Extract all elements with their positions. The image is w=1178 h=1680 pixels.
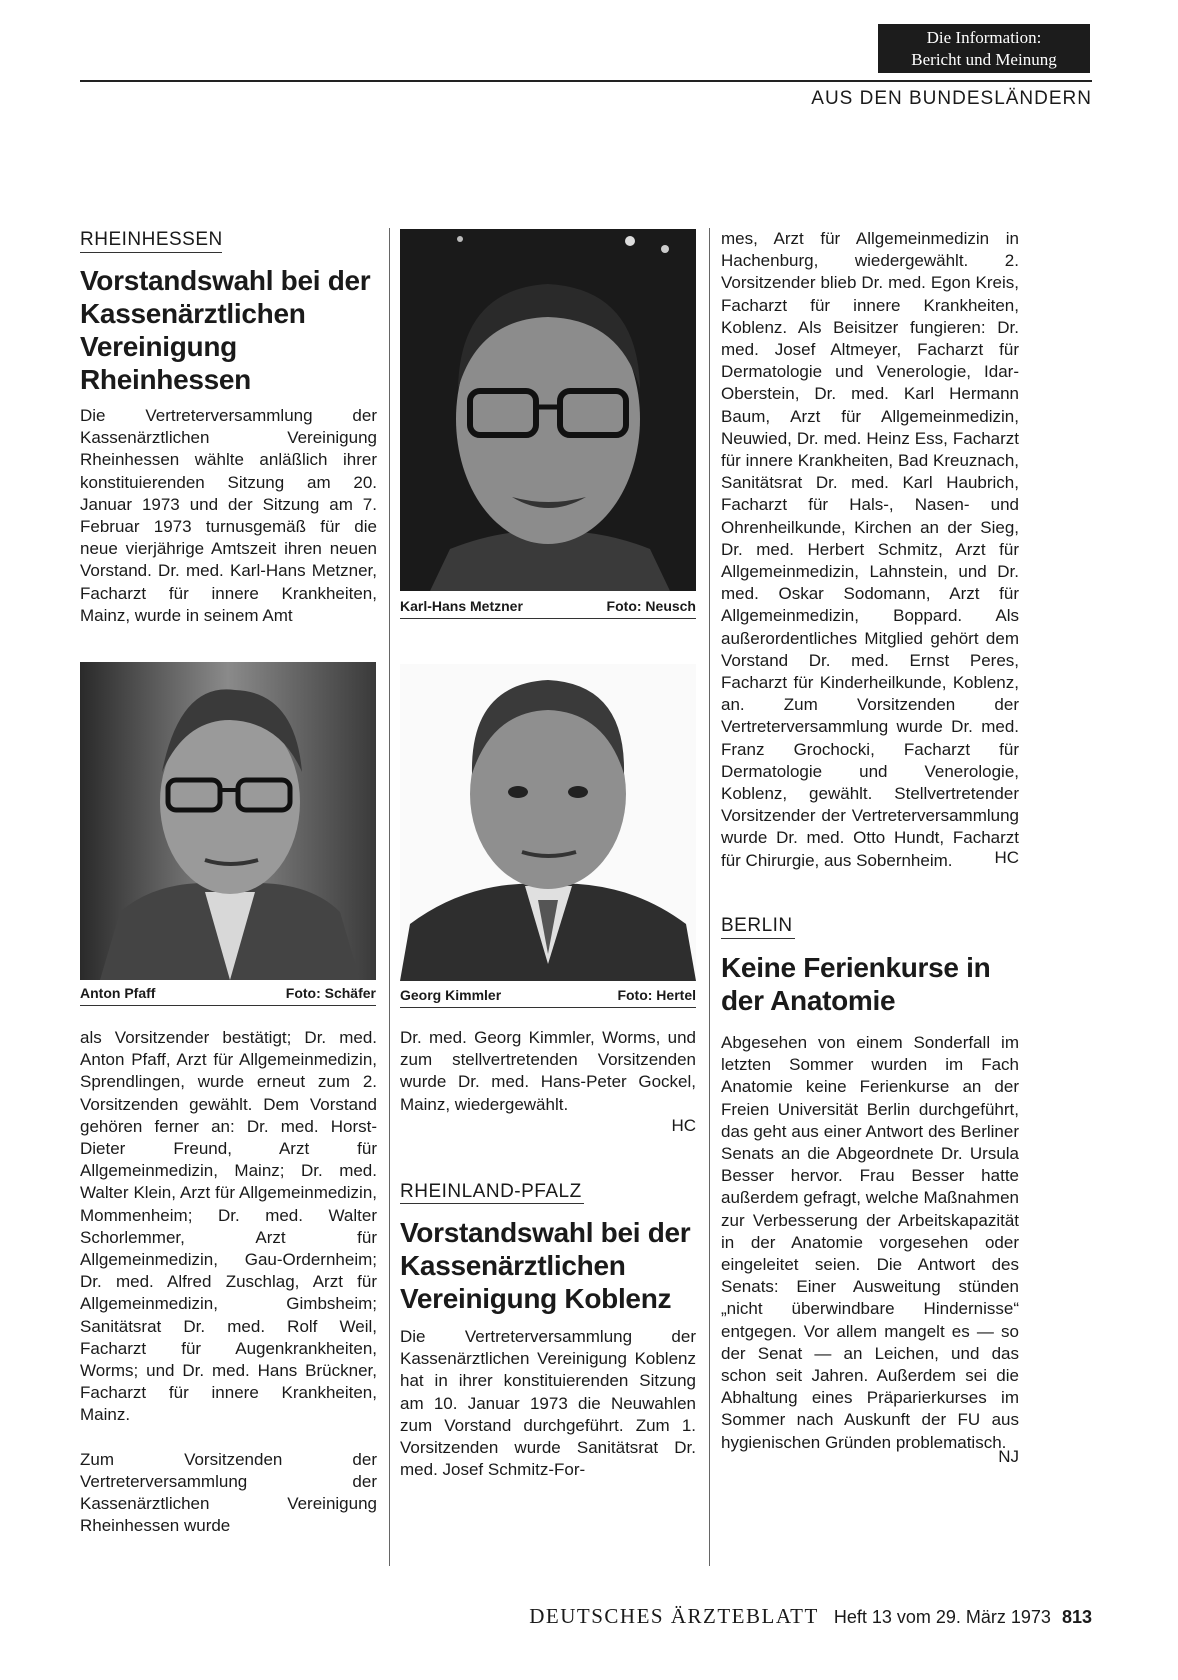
article2-headline: Vorstandswahl bei der Kassenärztlichen Vereinigung Koblenz <box>400 1217 691 1314</box>
article1-body-part4 <box>400 1027 696 1116</box>
section-title: AUS DEN BUNDESLÄNDERN <box>811 88 1092 109</box>
article3-kicker: BERLIN <box>721 915 793 936</box>
header-info-box <box>878 24 1090 73</box>
article3-kicker-line <box>721 938 795 939</box>
article3-signature: NJ <box>998 1447 1019 1466</box>
portrait-pfaff-graphic <box>80 662 376 980</box>
column-divider-2 <box>709 228 710 1566</box>
caption-kimmler-rule <box>400 1007 696 1008</box>
footer-issue: Heft 13 vom 29. März 1973 <box>833 1607 1051 1627</box>
article2-kicker-line <box>400 1203 584 1204</box>
article1-paragraph: als Vorsitzender bestätigt; Dr. med. Anton Pfaff, Arzt für Allgemeinmedizin, Sprendlingen, wurde erneut zum 2. Vorsitzenden gewählt. Dem Vorstand gehören ferner an: Dr. med. Horst-Dieter Freund, Arzt für Allgemeinmedizin, Mainz; Dr. med. Walter Klein, Arzt für Allgemeinmedizin, Mommenheim; Dr. med. Walter Schorlemmer, Arzt für Allgemeinmedizin, Gau-Ordernheim; Dr. med. Alfred Zuschlag, Arzt für Allgemeinmedizin, Gimbsheim; Sanitätsrat Dr. med. Rolf Weil, Facharzt für Augenkrankheiten, Worms; und Dr. med. Hans Brückner, Facharzt für innere Krankheiten, Mainz. <box>80 1028 377 1425</box>
article1-headline: Vorstandswahl bei der Kassenärztlichen Vereinigung Rheinhessen <box>80 265 371 395</box>
caption-pfaff <box>80 985 376 1001</box>
article2-paragraph: Die Vertreterversammlung der Kassenärztlichen Vereinigung Koblenz hat in ihrer konstituierenden Sitzung am 10. Januar 1973 die Neuwahlen zum Vorstand durchgeführt. Zum 1. Vorsitzenden wurde Sanitätsrat Dr. med. Josef Schmitz-For- <box>400 1327 696 1480</box>
footer-page-number: 813 <box>1061 1607 1092 1627</box>
header-info-line2: Bericht und Meinung <box>911 50 1057 69</box>
article2-body-part1 <box>400 1326 696 1481</box>
column-divider-1 <box>389 228 390 1566</box>
caption-pfaff-credit: Foto: Schäfer <box>285 985 376 1001</box>
article2-body-part2 <box>721 228 1019 872</box>
article3-headline: Keine Ferienkurse in der Anatomie <box>721 952 991 1016</box>
article1-kicker-line <box>80 252 222 253</box>
article1-body-part1 <box>80 405 377 627</box>
article1-kicker: RHEINHESSEN <box>80 229 223 250</box>
caption-metzner-rule <box>400 618 696 619</box>
caption-kimmler-credit: Foto: Hertel <box>617 987 696 1003</box>
caption-kimmler <box>400 987 696 1003</box>
article1-paragraph: Die Vertreterversammlung der Kassenärztlichen Vereinigung Rheinhessen wählte anläßlich ihrer konstituierenden Sitzung am 20. Januar 1973 und der Sitzung am 7. Februar 1973 turnusgemäß für die neue vierjährige Amtszeit ihren neuen Vorstand. Dr. med. Karl-Hans Metzner, Facharzt für innere Krankheiten, Mainz, wurde in seinem Amt <box>80 406 377 625</box>
caption-metzner <box>400 598 696 614</box>
article1-body-part2 <box>80 1027 377 1537</box>
article3-body <box>721 1032 1019 1454</box>
article2-paragraph: mes, Arzt für Allgemeinmedizin in Hachenburg, wiedergewählt. 2. Vorsitzender blieb Dr. med. Egon Kreis, Facharzt für innere Krankheiten, Koblenz. Als Beisitzer fungieren: Dr. med. Josef Altmeyer, Facharzt für Dermatologie und Venerologie, Idar-Oberstein, Dr. med. Karl Hermann Baum, Arzt für Allgemeinmedizin, Neuwied, Dr. med. Heinz Ess, Facharzt für innere Krankheiten, Bad Kreuznach, Sanitätsrat Dr. med. Karl Haubrich, Facharzt für Hals-, Nasen- und Ohrenheilkunde, Kirchen an der Sieg, Dr. med. Herbert Schmitz, Arzt für Allgemeinmedizin, Lahnstein, und Dr. med. Oskar Sodomann, Arzt für Allgemeinmedizin, Boppard. Als außerordentliches Mitglied gehört dem Vorstand Dr. med. Ernst Peres, Facharzt für Kinderheilkunde, Koblenz, an. Zum Vorsitzenden der Vertreterversammlung wurde Dr. med. Franz Grochocki, Facharzt für Dermatologie und Venerologie, Koblenz, gewählt. Stellvertretender Vorsitzender der Vertreterversammlung wurde Dr. med. Otto Hundt, Facharzt für Chirurgie, aus Sobernheim. <box>721 229 1019 870</box>
photo-karl-hans-metzner <box>400 229 696 591</box>
page-footer <box>529 1604 1092 1629</box>
portrait-kimmler-graphic <box>400 664 696 981</box>
article1-paragraph: Dr. med. Georg Kimmler, Worms, und zum stellvertretenden Vorsitzenden wurde Dr. med. Hans-Peter Gockel, Mainz, wiedergewählt. <box>400 1028 696 1114</box>
article2-kicker: RHEINLAND-PFALZ <box>400 1181 582 1202</box>
caption-pfaff-name: Anton Pfaff <box>80 985 156 1001</box>
photo-georg-kimmler <box>400 664 696 981</box>
photo-anton-pfaff <box>80 662 376 980</box>
article2-signature: HC <box>994 848 1019 867</box>
header-info-line1: Die Information: <box>926 28 1042 47</box>
header-rule <box>80 80 1092 82</box>
caption-metzner-credit: Foto: Neusch <box>606 598 696 614</box>
article1-signature: HC <box>671 1116 696 1135</box>
caption-kimmler-name: Georg Kimmler <box>400 987 502 1003</box>
footer-magazine: DEUTSCHES ÄRZTEBLATT <box>529 1604 819 1628</box>
article1-paragraph: Zum Vorsitzenden der Vertreterversammlung der Kassenärztlichen Vereinigung Rheinhessen wurde <box>80 1449 377 1536</box>
article3-paragraph: Abgesehen von einem Sonderfall im letzten Sommer wurden im Fach Anatomie keine Ferienkurse an der Freien Universität Berlin durchgeführt, das geht aus einer Antwort des Berliner Senats an die Abgeordnete Dr. Ursula Besser hervor. Frau Besser hatte außerdem gefragt, welche Maßnahmen zur Verbesserung der Arbeitskapazität in der Anatomie vorgesehen oder eingeleitet seien. Die Antwort des Senats: Einer Ausweitung stünden „nicht überwindbare Hindernisse“ entgegen. Vor allem mangelt es — so der Senat — an Leichen, und das schon seit Jahren. Außerdem sei die Abhaltung eines Präparierkurses im Sommer nach Auskunft der FU aus hygienischen Gründen problematisch. <box>721 1033 1019 1452</box>
caption-metzner-name: Karl-Hans Metzner <box>400 598 523 614</box>
caption-pfaff-rule <box>80 1005 376 1006</box>
portrait-metzner-graphic <box>400 229 696 591</box>
